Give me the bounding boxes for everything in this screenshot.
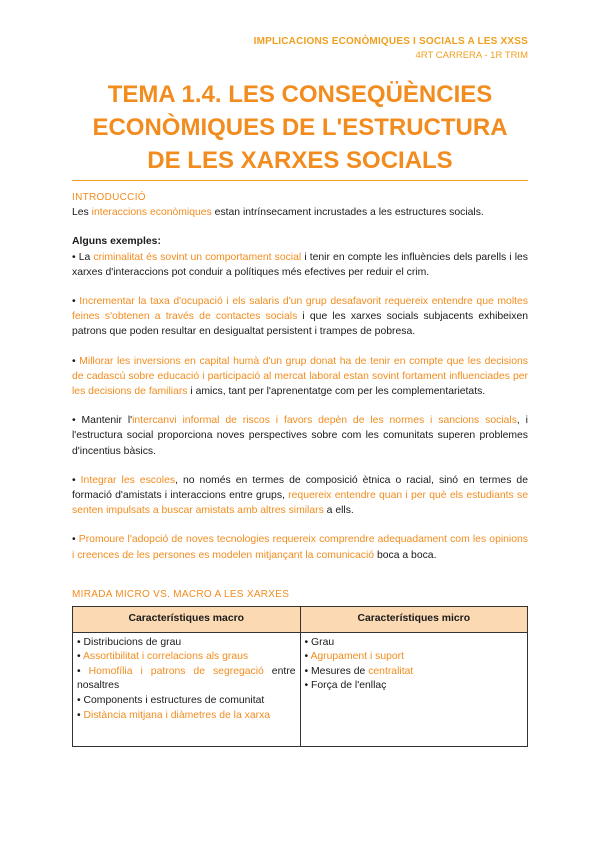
list-item-text: entre nosaltres <box>77 665 296 692</box>
example-text-end: a ells. <box>323 505 354 517</box>
example-highlight: intercanvi informal de riscos i favors depèn de les normes i sancions socials <box>132 415 517 427</box>
document-body <box>72 190 528 747</box>
example-text: , i l'estructura social proporciona noves perspectives sobre com les comunitats superen problemes d'incentius bàsics. <box>72 415 528 457</box>
example-text-start: • Mantenir l' <box>72 415 133 427</box>
running-header <box>254 36 528 61</box>
spacer <box>72 563 528 587</box>
micro-macro-table <box>72 606 528 747</box>
title-divider <box>72 180 528 181</box>
example-text: , no només en termes de composició ètnica o racial, sinó en termes de formació d'amistats i interaccions entre grups, <box>72 474 528 502</box>
spacer <box>72 280 528 294</box>
example-schools <box>72 473 528 519</box>
example-highlight: Incrementar la taxa d'ocupació i els salaris d'un grup desafavorit requereix entendre que moltes feines s'obtenen a través de contactes socials <box>72 296 528 323</box>
list-item-highlight: Agrupament i suport <box>310 651 405 663</box>
example-human-capital <box>72 354 528 400</box>
example-technology <box>72 532 528 562</box>
bullet-text: • <box>72 474 81 486</box>
list-item-highlight: centralitat <box>368 665 414 677</box>
example-risk-sharing <box>72 413 528 459</box>
example-crime <box>72 250 528 280</box>
examples-heading: Alguns exemples: <box>72 236 161 248</box>
list-item-text: • Mesures de <box>304 665 369 677</box>
page-title <box>72 78 528 177</box>
intro-text: Les <box>72 207 92 219</box>
micro-cell <box>300 632 528 746</box>
macro-cell <box>73 632 301 746</box>
column-header-micro: Característiques micro <box>300 607 528 633</box>
bullet-text: • <box>77 709 84 721</box>
table-row <box>73 632 528 746</box>
list-item: • Força de l'enllaç <box>304 680 387 692</box>
spacer <box>72 340 528 354</box>
list-item <box>77 650 296 665</box>
spacer <box>72 459 528 473</box>
spacer <box>72 220 528 234</box>
header-course-term: 4RT CARRERA - 1R TRIM <box>415 50 528 61</box>
spacer <box>72 518 528 532</box>
page-title-line-2: ECONÒMIQUES DE L'ESTRUCTURA <box>92 114 508 141</box>
list-item-highlight: Homofília i patrons de segregació <box>88 665 264 677</box>
intro-paragraph <box>72 205 528 220</box>
example-text: i que les xarxes socials subjacents exhibeixen patrons que poden resultar en desigualtat persistent i trampes de pobresa. <box>72 311 528 338</box>
list-item <box>77 709 296 724</box>
example-text: boca a boca. <box>374 549 437 561</box>
list-item <box>305 650 524 665</box>
example-highlight: Integrar les escoles <box>80 474 176 486</box>
example-highlight: Millorar les inversions en capital humà d'un grup donat ha de tenir en compte que les decisions de cadascú sobre educació i participació al mercat laboral estan sovint fortament influenciades per les decisions de familiars <box>72 355 528 398</box>
list-item-highlight: Distància mitjana i diàmetres de la xarxa <box>83 709 271 721</box>
example-highlight: Promoure l'adopció de noves tecnologies requereix comprendre adequadament com les opinions i creences de les persones es modelen mitjançant la comunicació <box>72 534 528 561</box>
table-header-row <box>73 607 528 633</box>
bullet-text: • La <box>72 251 94 263</box>
intro-highlight: interaccions econòmiques <box>91 207 212 219</box>
example-highlight-2: requereix entendre quan i per què els estudiants se senten impulsats a buscar amistats amb altres similars <box>72 490 528 517</box>
example-highlight: criminalitat és sovint un comportament social <box>93 251 302 263</box>
column-header-macro: Característiques macro <box>73 607 301 633</box>
example-text: i tenir en compte les influències dels parells i les xarxes d'interaccions pot conduir a polítiques més efectives per reduir el crim. <box>72 251 528 278</box>
page-title-line-3: DE LES XARXES SOCIALS <box>147 147 453 174</box>
bullet-text: • <box>77 665 89 677</box>
list-item: • Distribucions de grau <box>77 636 182 648</box>
list-item <box>305 665 524 680</box>
bullet-text: • <box>304 651 311 663</box>
section-heading-micro-macro: MIRADA MICRO VS. MACRO A LES XARXES <box>72 588 290 600</box>
page-title-line-1: TEMA 1.4. LES CONSEQÜÈNCIES <box>107 81 493 108</box>
list-item: • Components i estructures de comunitat <box>77 695 265 707</box>
section-heading-intro: INTRODUCCIÓ <box>72 192 146 203</box>
example-employment <box>72 294 528 340</box>
list-item-highlight: Assortibilitat i correlacions als graus <box>82 651 249 663</box>
bullet-text: • <box>77 651 83 663</box>
list-item: • Grau <box>304 636 335 648</box>
intro-text-end: estan intrínsecament incrustades a les estructures socials. <box>211 207 484 219</box>
list-item <box>77 665 296 694</box>
spacer <box>72 399 528 413</box>
header-course-title: IMPLICACIONS ECONÒMIQUES I SOCIALS A LES XXSS <box>253 36 528 47</box>
bullet-text: • <box>72 355 80 367</box>
bullet-text: • <box>72 296 80 308</box>
bullet-text: • <box>72 534 79 546</box>
example-text: i amics, tant per l'aprenentatge com per les complementarietats. <box>187 386 486 398</box>
